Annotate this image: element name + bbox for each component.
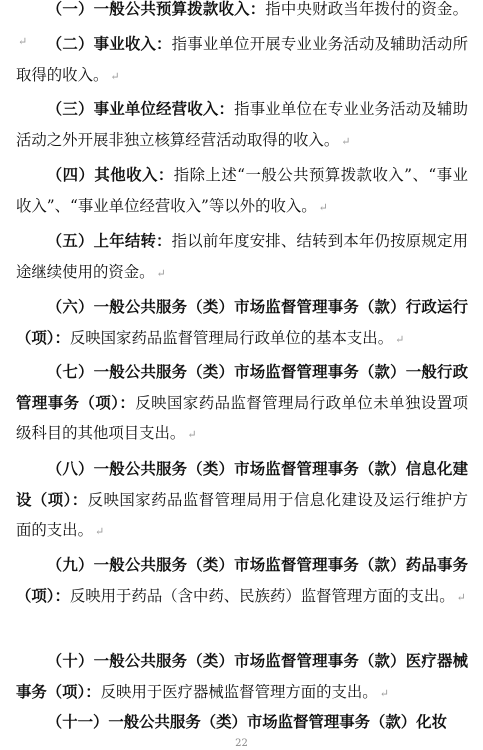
definition-term: （十）一般公共服务（类）市场监督管理事务（款）医疗器械事务（项）： — [16, 652, 468, 701]
definition-term: （六）一般公共服务（类）市场监督管理事务（款）行政运行（项）： — [16, 298, 468, 347]
definition-text: 反映国家药品监督管理局行政单位未单独设置项级科目的其他项目支出。 — [16, 393, 468, 442]
definition-paragraph-8 — [16, 454, 468, 548]
paragraph-mark-icon: ↵ — [187, 428, 197, 441]
paragraph-mark-icon: ↵ — [156, 266, 166, 280]
definition-term: （八）一般公共服务（类）市场监督管理事务（款）信息化建设（项）： — [16, 460, 468, 509]
definition-term: （九）一般公共服务（类）市场监督管理事务（款）药品事务（项）： — [16, 556, 468, 605]
paragraph-mark-icon: ↵ — [18, 34, 28, 48]
definition-paragraph-6 — [16, 292, 468, 355]
paragraph-mark-icon: ↵ — [456, 590, 466, 604]
definition-text: 反映国家药品监督管理局用于信息化建设及运行维护方面的支出。 — [16, 490, 468, 539]
definition-paragraph-10 — [16, 646, 468, 709]
definition-text: 指以前年度安排、结转到本年仍按原规定用途继续使用的资金。 — [16, 232, 468, 281]
definition-paragraph-4 — [16, 160, 468, 223]
paragraph-mark-icon: ↵ — [395, 332, 405, 346]
definition-term: （十一）一般公共服务（类）市场监督管理事务（款）化妆 — [46, 713, 447, 731]
definition-text: 反映国家药品监督管理局行政单位的基本支出。 — [69, 328, 394, 347]
paragraph-mark-icon: ↵ — [379, 686, 389, 700]
definition-text: 指事业单位开展专业业务活动及辅助活动所取得的收入。 — [16, 35, 468, 84]
paragraph-mark-icon: ↵ — [110, 69, 120, 83]
definition-text: 反映用于药品（含中药、民族药）监督管理方面的支出。 — [69, 586, 455, 605]
definition-paragraph-7 — [16, 357, 468, 451]
definition-paragraph-9 — [16, 550, 468, 613]
definition-text: 指中央财政当年拨付的资金。 — [265, 0, 468, 18]
definition-paragraph-11 — [16, 707, 468, 738]
definition-term: （三）事业单位经营收入： — [46, 100, 235, 118]
definition-term: （七）一般公共服务（类）市场监督管理事务（款）一般行政管理事务（项）： — [16, 363, 468, 412]
paragraph-mark-icon: ↵ — [341, 134, 351, 148]
definition-paragraph-2 — [16, 29, 468, 92]
paragraph-mark-icon: ↵ — [94, 525, 105, 538]
definition-text: 指事业单位在专业业务活动及辅助活动之外开展非独立核算经营活动取得的收入。 — [16, 100, 468, 149]
page-number: 22 — [235, 738, 248, 749]
definition-text: 反映用于医疗器械监督管理方面的支出。 — [100, 682, 378, 701]
definition-text: 指除上述“一般公共预算拨款收入”、“事业收入”、“事业单位经营收入”等以外的收入。 — [16, 166, 468, 215]
definition-term: （五）上年结转： — [46, 232, 172, 250]
definition-paragraph-3 — [16, 94, 468, 157]
definition-term: （一）一般公共预算拨款收入： — [46, 0, 266, 18]
paragraph-mark-icon: ↵ — [318, 200, 328, 214]
definition-paragraph-5 — [16, 226, 468, 289]
definition-term: （二）事业收入： — [46, 35, 172, 53]
definition-term: （四）其他收入： — [46, 166, 174, 184]
